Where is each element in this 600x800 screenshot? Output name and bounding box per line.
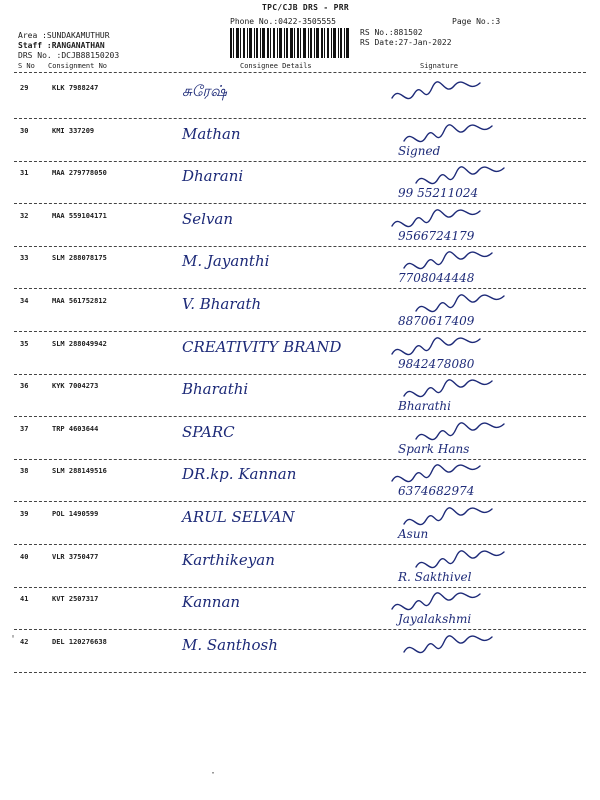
- table-row: [0, 163, 600, 207]
- row-consignment-number: MAA 561752812: [52, 297, 107, 305]
- row-consignment-number: VLR 3750477: [52, 553, 99, 561]
- signature-scribble: [404, 636, 492, 653]
- signature-scribble: [392, 593, 480, 610]
- rs-number: RS No.:881502: [360, 28, 423, 37]
- column-header-consignment: Consignment No: [48, 62, 108, 70]
- signature-scribble: [404, 380, 492, 397]
- row-divider: [14, 629, 586, 630]
- consignee-handwriting: V. Bharath: [182, 295, 262, 313]
- consignee-handwriting: M. Jayanthi: [182, 252, 270, 270]
- row-divider: [14, 416, 586, 417]
- table-row: [0, 121, 600, 165]
- signature-handwriting: 7708044448: [398, 271, 475, 285]
- drs-number: DRS No. :DCJB88150203: [18, 51, 120, 60]
- row-consignment-number: TRP 4603644: [52, 425, 99, 433]
- table-row: [0, 334, 600, 378]
- row-divider: [14, 374, 586, 375]
- barcode-image: [228, 28, 352, 58]
- row-serial-number: 41: [20, 595, 29, 603]
- column-header-signature: Signature: [420, 62, 458, 70]
- row-divider: [14, 288, 586, 289]
- table-row: [0, 291, 600, 335]
- phone-number: Phone No.:0422-3505555: [230, 17, 336, 26]
- row-serial-number: 31: [20, 169, 29, 177]
- row-handwriting: [0, 334, 600, 378]
- row-divider: [14, 246, 586, 247]
- row-serial-number: 35: [20, 340, 29, 348]
- row-serial-number: 30: [20, 127, 29, 135]
- signature-handwriting: R. Sakthivel: [398, 570, 472, 584]
- table-row: [0, 589, 600, 633]
- table-row: [0, 504, 600, 548]
- row-consignment-number: SLM 288078175: [52, 254, 107, 262]
- row-handwriting: [0, 504, 600, 548]
- consignee-handwriting: சுரேஷ்: [182, 82, 227, 100]
- table-row: [0, 547, 600, 591]
- row-consignment-number: KYK 7004273: [52, 382, 99, 390]
- signature-scribble: [416, 167, 504, 184]
- page-number: Page No.:3: [452, 17, 501, 26]
- consignee-handwriting: Kannan: [182, 593, 241, 611]
- row-divider: [14, 672, 586, 673]
- signature-handwriting: Bharathi: [398, 399, 451, 413]
- table-row: [0, 461, 600, 505]
- table-row: [0, 376, 600, 420]
- consignee-handwriting: Bharathi: [182, 380, 249, 398]
- row-consignment-number: KMI 337209: [52, 127, 95, 135]
- scan-mark: ': [10, 634, 17, 645]
- rs-date: RS Date:27-Jan-2022: [360, 38, 452, 47]
- row-handwriting: [0, 206, 600, 250]
- row-consignment-number: MAA 279778050: [52, 169, 107, 177]
- consignee-handwriting: CREATIVITY BRAND: [182, 338, 342, 356]
- table-row: [0, 78, 600, 122]
- row-serial-number: 38: [20, 467, 29, 475]
- row-consignment-number: POL 1490599: [52, 510, 99, 518]
- row-divider: [14, 501, 586, 502]
- signature-handwriting: 8870617409: [398, 314, 475, 328]
- row-handwriting: [0, 248, 600, 292]
- signature-scribble: [416, 551, 504, 568]
- signature-handwriting: 99 55211024: [398, 186, 479, 200]
- row-serial-number: 42: [20, 638, 29, 646]
- signature-handwriting: 9842478080: [398, 357, 475, 371]
- consignee-handwriting: SPARC: [182, 423, 235, 441]
- consignee-handwriting: M. Santhosh: [182, 636, 278, 654]
- row-divider: [14, 161, 586, 162]
- row-divider: [14, 203, 586, 204]
- row-divider: [14, 587, 586, 588]
- consignee-handwriting: Karthikeyan: [182, 551, 275, 569]
- signature-scribble: [416, 423, 504, 440]
- table-row: [0, 206, 600, 250]
- signature-handwriting: 6374682974: [398, 484, 475, 498]
- signature-scribble: [416, 295, 504, 312]
- signature-handwriting: Asun: [398, 527, 429, 541]
- row-handwriting: [0, 163, 600, 207]
- row-serial-number: 39: [20, 510, 29, 518]
- row-serial-number: 32: [20, 212, 29, 220]
- consignee-handwriting: Dharani: [182, 167, 244, 185]
- row-divider: [14, 118, 586, 119]
- row-handwriting: [0, 78, 600, 122]
- signature-handwriting: Jayalakshmi: [398, 612, 472, 626]
- signature-handwriting: Signed: [398, 144, 441, 158]
- row-handwriting: [0, 547, 600, 591]
- row-handwriting: [0, 291, 600, 335]
- signature-scribble: [404, 508, 492, 525]
- row-handwriting: [0, 589, 600, 633]
- row-consignment-number: SLM 288149516: [52, 467, 107, 475]
- header-divider: [14, 72, 586, 73]
- sheet-info-left: [18, 31, 119, 61]
- row-serial-number: 36: [20, 382, 29, 390]
- row-serial-number: 40: [20, 553, 29, 561]
- signature-handwriting: 9566724179: [398, 229, 475, 243]
- row-divider: [14, 459, 586, 460]
- row-consignment-number: KVT 2507317: [52, 595, 99, 603]
- column-header-sno: S No: [18, 62, 35, 70]
- row-handwriting: [0, 461, 600, 505]
- signature-scribble: [392, 82, 480, 99]
- consignee-handwriting: DR.kp. Kannan: [182, 465, 297, 483]
- signature-scribble: [392, 338, 480, 355]
- row-consignment-number: SLM 288049942: [52, 340, 107, 348]
- row-consignment-number: DEL 120276638: [52, 638, 107, 646]
- table-row: [0, 632, 600, 676]
- area-label: Area :SUNDAKAMUTHUR: [18, 31, 110, 40]
- consignee-handwriting: ARUL SELVAN: [182, 508, 295, 526]
- row-handwriting: [0, 419, 600, 463]
- row-handwriting: [0, 376, 600, 420]
- table-row: [0, 248, 600, 292]
- signature-scribble: [404, 125, 492, 142]
- row-divider: [14, 331, 586, 332]
- table-row: [0, 419, 600, 463]
- row-consignment-number: KLK 7988247: [52, 84, 99, 92]
- row-serial-number: 34: [20, 297, 29, 305]
- sheet-info-right: [360, 28, 452, 48]
- row-divider: [14, 544, 586, 545]
- row-serial-number: 37: [20, 425, 29, 433]
- row-consignment-number: MAA 559104171: [52, 212, 107, 220]
- column-header-consignee: Consignee Details: [240, 62, 312, 70]
- row-handwriting: [0, 632, 600, 676]
- consignee-handwriting: Selvan: [182, 210, 234, 228]
- scan-mark: ·: [210, 768, 217, 779]
- row-serial-number: 33: [20, 254, 29, 262]
- signature-handwriting: Spark Hans: [398, 442, 470, 456]
- signature-scribble: [392, 465, 480, 482]
- staff-label: Staff :RANGANATHAN: [18, 41, 105, 50]
- row-serial-number: 29: [20, 84, 29, 92]
- consignee-handwriting: Mathan: [182, 125, 241, 143]
- signature-scribble: [404, 252, 492, 269]
- signature-scribble: [392, 210, 480, 227]
- sheet-title: TPC/CJB DRS - PRR: [262, 3, 349, 12]
- row-handwriting: [0, 121, 600, 165]
